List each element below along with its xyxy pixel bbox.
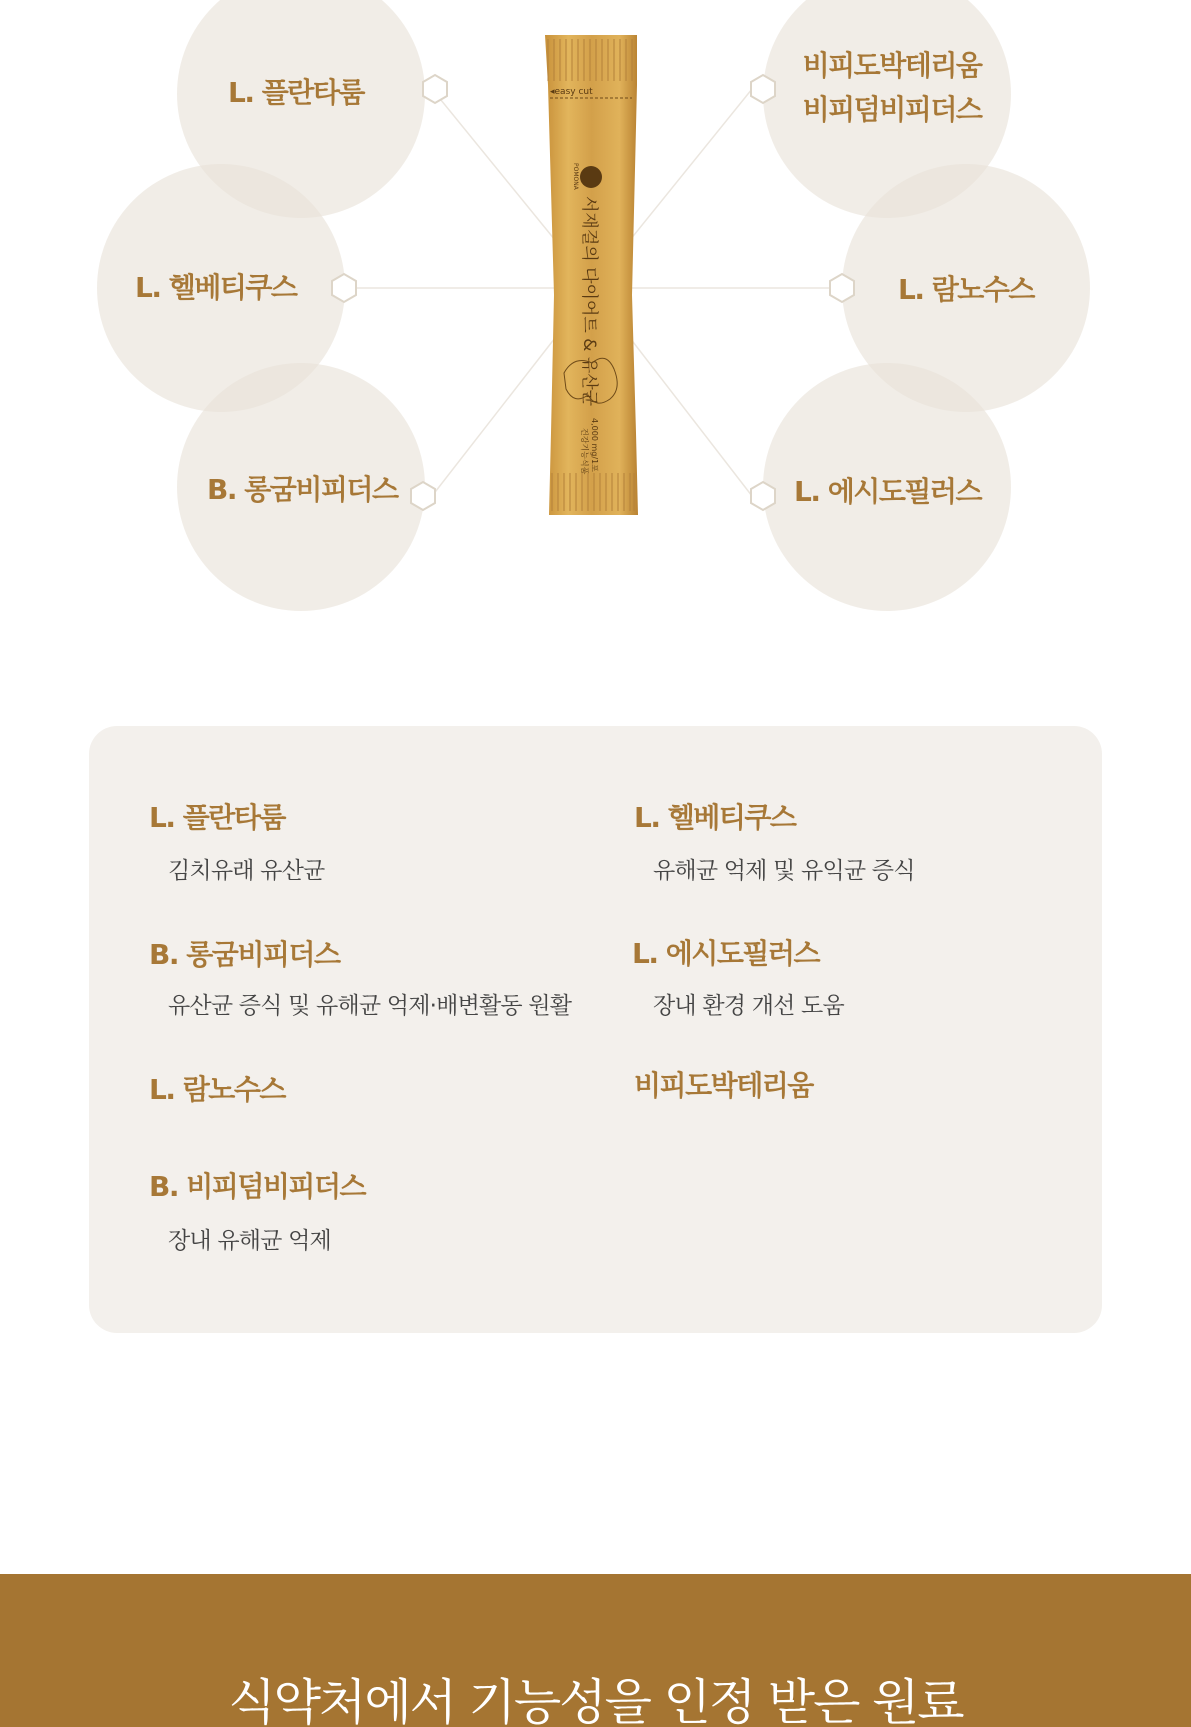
ingredient-info-box (89, 726, 1102, 1333)
label-acidophilus: L. 에시도필러스 (794, 475, 982, 508)
ingredient-title-bifidum: B. 비피덤비피더스 (149, 1170, 366, 1203)
ingredient-title-helveticus: L. 헬베티쿠스 (634, 801, 796, 834)
hexagon-node-icon (751, 482, 775, 510)
label-bifido-group (778, 44, 1006, 132)
ingredient-desc-bifidum: 장내 유해균 억제 (168, 1228, 331, 1254)
brand-logo-icon (580, 166, 602, 188)
ingredient-desc-helveticus: 유해균 억제 및 유익균 증식 (653, 858, 915, 884)
ingredient-title-bifidobacterium: 비피도박테리움 (634, 1069, 813, 1102)
product-category: 건강기능식품 (580, 428, 589, 475)
product-spec: 4,000 mg/1포 (590, 418, 599, 472)
cut-label: ◂easy cut (550, 87, 593, 97)
product-stick-image (544, 33, 640, 518)
hexagon-node-icon (751, 75, 775, 103)
label-longum: B. 롱굼비피더스 (207, 473, 398, 506)
ingredient-title-rhamnosus: L. 람노수스 (149, 1073, 285, 1106)
brand-name: POMONA (572, 163, 579, 190)
label-bifidum: 비피덤비피더스 (802, 93, 982, 126)
ingredient-desc-plantarum: 김치유래 유산균 (168, 858, 325, 884)
label-helveticus: L. 헬베티쿠스 (135, 271, 297, 304)
ingredient-title-acidophilus: L. 에시도필러스 (632, 937, 820, 970)
ingredient-title-longum: B. 롱굼비피더스 (149, 938, 340, 971)
hexagon-node-icon (332, 274, 356, 302)
hexagon-node-icon (411, 482, 435, 510)
product-name: 서재걸의 다이어트 & 유산균 (579, 196, 599, 407)
ingredient-title-plantarum: L. 플란타룸 (149, 801, 285, 834)
label-rhamnosus: L. 람노수스 (898, 273, 1034, 306)
label-bifidobacterium: 비피도박테리움 (802, 49, 982, 82)
ingredient-desc-acidophilus: 장내 환경 개선 도움 (653, 993, 844, 1019)
hexagon-node-icon (423, 75, 447, 103)
bottom-banner (0, 1574, 1191, 1727)
hexagon-node-icon (830, 274, 854, 302)
banner-title: 식약처에서 기능성을 인정 받은 원료 (228, 1674, 963, 1727)
ingredient-desc-longum: 유산균 증식 및 유해균 억제·배변활동 원활 (168, 993, 572, 1019)
label-plantarum: L. 플란타룸 (228, 76, 364, 109)
